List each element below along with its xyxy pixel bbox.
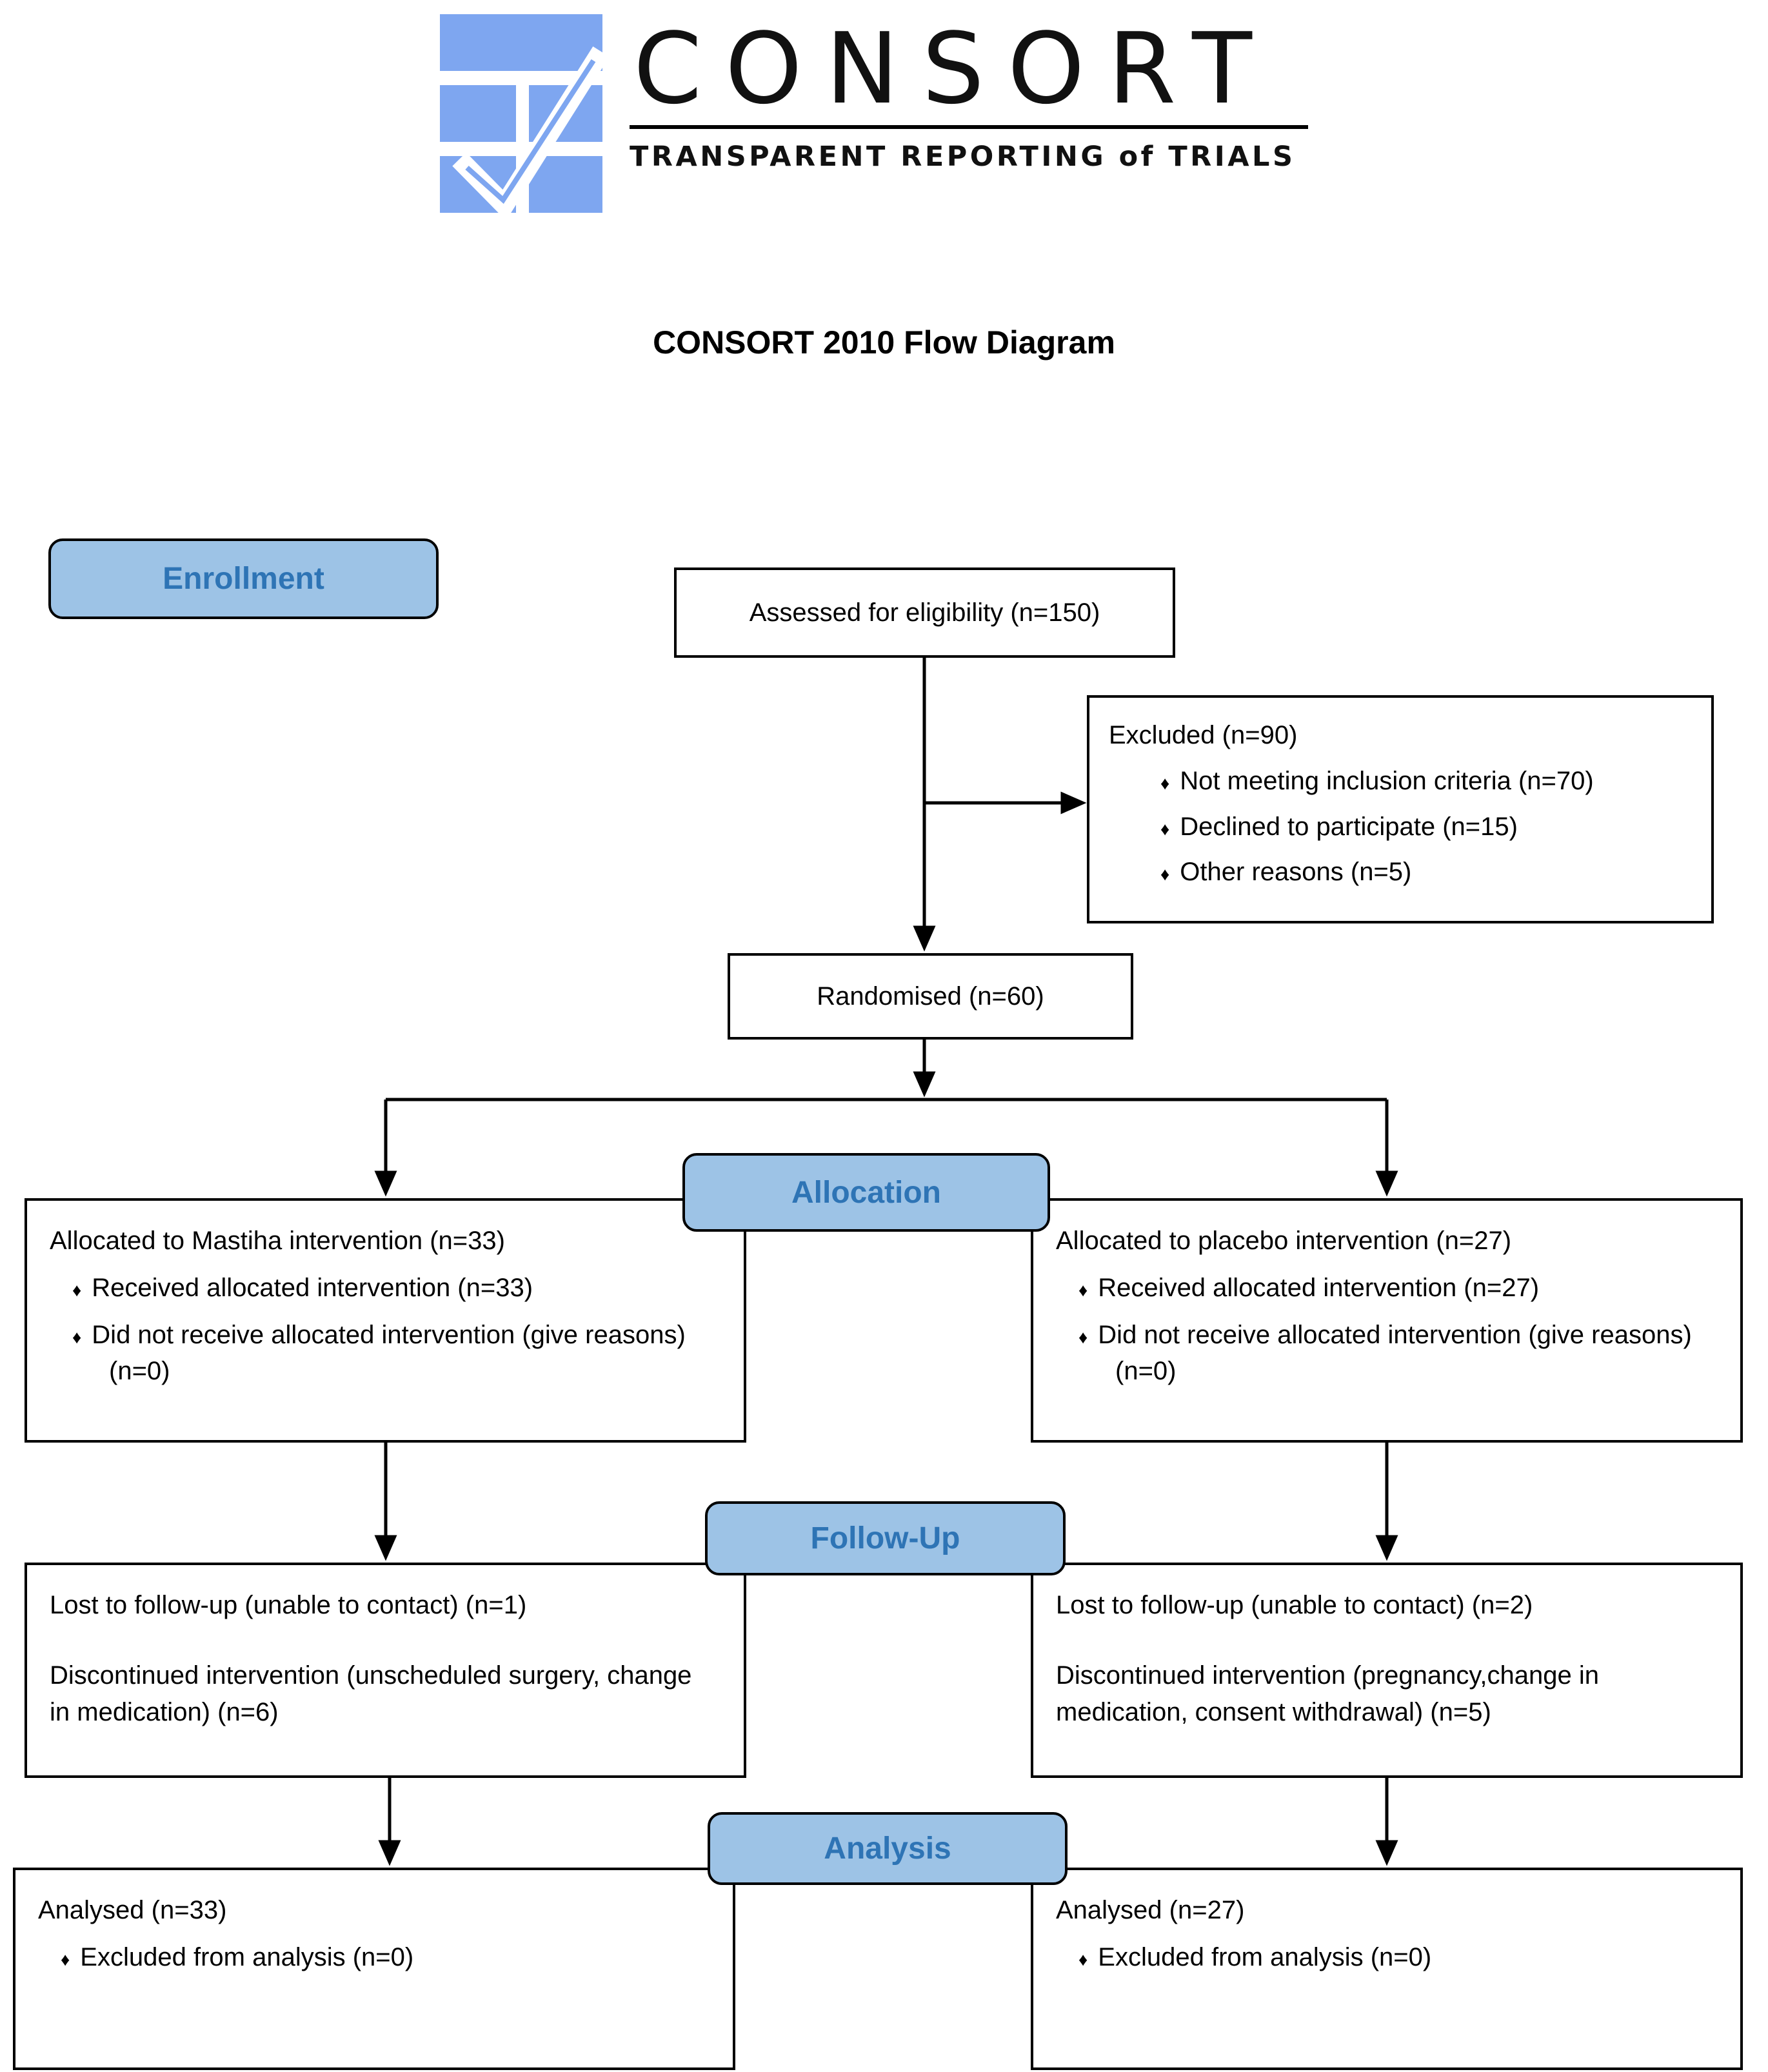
consort-logo xyxy=(440,14,1308,214)
diamond-bullet-icon: ♦ xyxy=(61,1949,70,1969)
analysis-left-item-text: Excluded from analysis (n=0) xyxy=(80,1942,414,1971)
allocation-left-title: Allocated to Mastiha intervention (n=33) xyxy=(50,1227,505,1255)
diamond-bullet-icon: ♦ xyxy=(1078,1279,1088,1300)
followup-left-box xyxy=(25,1563,746,1778)
excluded-item-text: Other reasons (n=5) xyxy=(1180,858,1412,887)
excluded-item xyxy=(1138,809,1692,845)
followup-left-lost: Lost to follow-up (unable to contact) (n=1) xyxy=(50,1591,527,1619)
stage-label-enrollment: Enrollment xyxy=(48,538,439,619)
stage-label-allocation: Allocation xyxy=(682,1153,1050,1232)
assessed-box xyxy=(674,567,1175,658)
analysis-left-box xyxy=(13,1868,735,2070)
diamond-bullet-icon: ♦ xyxy=(1078,1327,1088,1347)
diamond-bullet-icon: ♦ xyxy=(72,1279,82,1300)
consort-logo-icon xyxy=(440,14,602,214)
logo-tagline: TRANSPARENT REPORTING of TRIALS xyxy=(630,141,1296,173)
allocation-right-item-text: Received allocated intervention (n=27) xyxy=(1098,1273,1540,1302)
allocation-left-item xyxy=(50,1317,721,1390)
allocation-left-item-text: Did not receive allocated intervention (give reasons) (n=0) xyxy=(92,1320,686,1386)
analysis-left-title: Analysed (n=33) xyxy=(38,1896,227,1924)
excluded-title: Excluded (n=90) xyxy=(1109,721,1298,749)
analysis-left-item xyxy=(38,1939,710,1976)
excluded-item xyxy=(1138,763,1692,800)
allocation-left-item xyxy=(50,1270,721,1307)
excluded-item-text: Not meeting inclusion criteria (n=70) xyxy=(1180,766,1594,795)
followup-right-discontinued: Discontinued intervention (pregnancy,change in medication, consent withdrawal) (n=5) xyxy=(1056,1661,1600,1726)
consort-wordmark: CONSORT xyxy=(633,12,1276,126)
diamond-bullet-icon: ♦ xyxy=(1078,1949,1088,1969)
excluded-item xyxy=(1138,854,1692,891)
stage-label-analysis: Analysis xyxy=(708,1812,1068,1885)
randomised-text: Randomised (n=60) xyxy=(817,982,1044,1011)
analysis-right-title: Analysed (n=27) xyxy=(1056,1896,1245,1924)
excluded-item-text: Declined to participate (n=15) xyxy=(1180,812,1518,841)
followup-right-box xyxy=(1031,1563,1743,1778)
stage-label-followup: Follow-Up xyxy=(705,1501,1066,1575)
allocation-right-item-text: Did not receive allocated intervention (give reasons) (n=0) xyxy=(1098,1320,1692,1386)
assessed-text: Assessed for eligibility (n=150) xyxy=(749,598,1100,627)
diamond-bullet-icon: ♦ xyxy=(1160,864,1170,885)
diagram-title: CONSORT 2010 Flow Diagram xyxy=(653,324,1115,360)
excluded-box xyxy=(1087,695,1714,923)
followup-left-discontinued: Discontinued intervention (unscheduled surgery, change in medication) (n=6) xyxy=(50,1661,692,1726)
followup-right-lost: Lost to follow-up (unable to contact) (n=2) xyxy=(1056,1591,1533,1619)
analysis-right-item-text: Excluded from analysis (n=0) xyxy=(1098,1942,1432,1971)
diamond-bullet-icon: ♦ xyxy=(72,1327,82,1347)
allocation-right-item xyxy=(1056,1270,1718,1307)
logo-divider xyxy=(630,125,1308,129)
allocation-right-box xyxy=(1031,1198,1743,1443)
diamond-bullet-icon: ♦ xyxy=(1160,818,1170,839)
diamond-bullet-icon: ♦ xyxy=(1160,773,1170,793)
logo-text-block xyxy=(630,14,1308,173)
allocation-left-box xyxy=(25,1198,746,1443)
allocation-right-title: Allocated to placebo intervention (n=27) xyxy=(1056,1227,1512,1255)
analysis-right-item xyxy=(1056,1939,1718,1976)
allocation-right-item xyxy=(1056,1317,1718,1390)
randomised-box xyxy=(728,953,1133,1040)
allocation-left-item-text: Received allocated intervention (n=33) xyxy=(92,1273,533,1302)
analysis-right-box xyxy=(1031,1868,1743,2070)
